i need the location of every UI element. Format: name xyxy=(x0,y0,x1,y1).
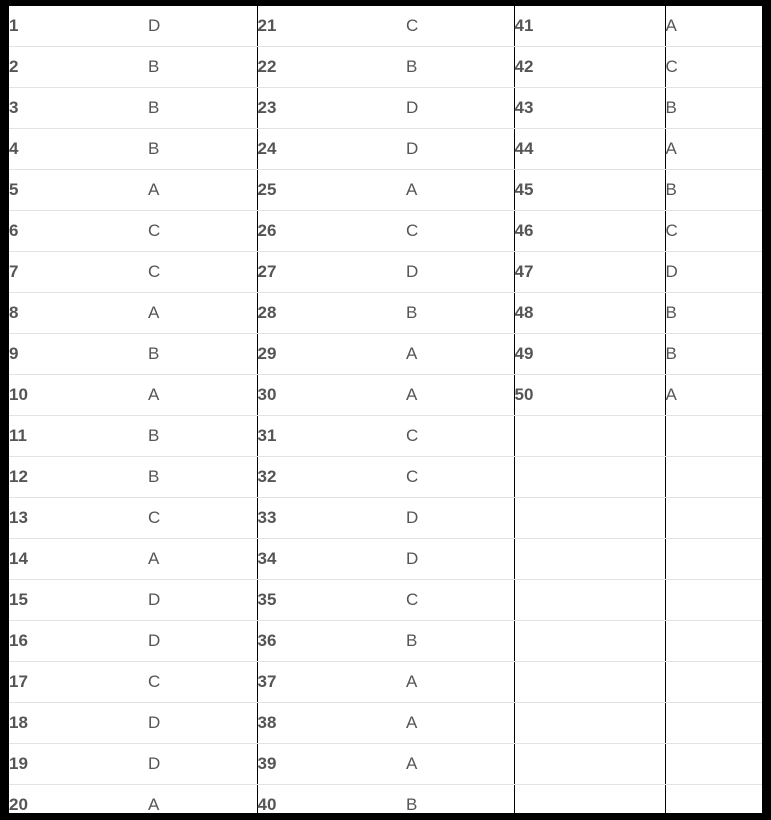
question-number: 18 xyxy=(9,703,148,744)
answer-letter: A xyxy=(406,375,514,416)
question-number: 38 xyxy=(257,703,406,744)
answer-letter: C xyxy=(148,252,257,293)
answer-letter: B xyxy=(148,457,257,498)
answer-letter: D xyxy=(148,6,257,47)
table-row xyxy=(9,785,762,814)
answer-letter: D xyxy=(406,252,514,293)
question-number xyxy=(514,498,665,539)
table-row xyxy=(9,211,762,252)
answer-letter: C xyxy=(406,580,514,621)
question-number: 4 xyxy=(9,129,148,170)
answer-letter: B xyxy=(406,47,514,88)
question-number xyxy=(514,621,665,662)
question-number: 34 xyxy=(257,539,406,580)
question-number: 47 xyxy=(514,252,665,293)
answer-letter xyxy=(665,580,762,621)
table-row xyxy=(9,252,762,293)
question-number: 10 xyxy=(9,375,148,416)
question-number: 9 xyxy=(9,334,148,375)
question-number: 30 xyxy=(257,375,406,416)
answer-letter: C xyxy=(148,498,257,539)
answer-letter: C xyxy=(148,211,257,252)
answer-letter: A xyxy=(148,539,257,580)
answer-letter: B xyxy=(148,416,257,457)
table-row xyxy=(9,580,762,621)
question-number: 31 xyxy=(257,416,406,457)
answer-letter xyxy=(665,744,762,785)
table-row xyxy=(9,293,762,334)
question-number: 17 xyxy=(9,662,148,703)
question-number: 48 xyxy=(514,293,665,334)
question-number: 27 xyxy=(257,252,406,293)
question-number: 22 xyxy=(257,47,406,88)
answer-letter: A xyxy=(148,375,257,416)
answer-letter: B xyxy=(665,170,762,211)
answer-letter xyxy=(665,457,762,498)
answer-letter: D xyxy=(148,744,257,785)
table-row xyxy=(9,457,762,498)
answer-letter: C xyxy=(406,211,514,252)
question-number: 46 xyxy=(514,211,665,252)
answer-letter: B xyxy=(406,785,514,814)
answer-letter: A xyxy=(406,662,514,703)
answer-letter: B xyxy=(148,47,257,88)
answer-letter: B xyxy=(148,88,257,129)
table-row xyxy=(9,662,762,703)
answer-letter xyxy=(665,703,762,744)
question-number: 5 xyxy=(9,170,148,211)
question-number: 7 xyxy=(9,252,148,293)
question-number xyxy=(514,539,665,580)
answer-letter: A xyxy=(665,6,762,47)
answer-letter: B xyxy=(406,621,514,662)
question-number: 29 xyxy=(257,334,406,375)
question-number xyxy=(514,580,665,621)
table-row xyxy=(9,416,762,457)
answer-letter: C xyxy=(665,211,762,252)
question-number: 23 xyxy=(257,88,406,129)
table-row xyxy=(9,334,762,375)
answer-letter: B xyxy=(665,293,762,334)
question-number: 2 xyxy=(9,47,148,88)
answer-letter xyxy=(665,785,762,814)
answer-letter: C xyxy=(148,662,257,703)
answer-letter: D xyxy=(406,129,514,170)
question-number: 6 xyxy=(9,211,148,252)
answer-letter: C xyxy=(406,457,514,498)
question-number: 26 xyxy=(257,211,406,252)
table-row xyxy=(9,6,762,47)
question-number: 40 xyxy=(257,785,406,814)
question-number: 12 xyxy=(9,457,148,498)
answer-letter: B xyxy=(665,334,762,375)
answer-letter: D xyxy=(148,621,257,662)
answer-letter: B xyxy=(665,88,762,129)
question-number: 50 xyxy=(514,375,665,416)
answer-letter: A xyxy=(665,375,762,416)
answer-letter xyxy=(665,539,762,580)
question-number: 49 xyxy=(514,334,665,375)
question-number: 8 xyxy=(9,293,148,334)
answer-letter: A xyxy=(406,170,514,211)
question-number xyxy=(514,662,665,703)
question-number: 19 xyxy=(9,744,148,785)
answer-letter xyxy=(665,621,762,662)
answer-letter: A xyxy=(148,785,257,814)
answer-letter: A xyxy=(406,334,514,375)
question-number xyxy=(514,744,665,785)
question-number: 39 xyxy=(257,744,406,785)
question-number xyxy=(514,416,665,457)
question-number: 15 xyxy=(9,580,148,621)
answer-letter xyxy=(665,662,762,703)
answer-letter: D xyxy=(665,252,762,293)
question-number: 11 xyxy=(9,416,148,457)
answer-letter: B xyxy=(148,334,257,375)
question-number: 44 xyxy=(514,129,665,170)
table-row xyxy=(9,539,762,580)
answer-letter: B xyxy=(148,129,257,170)
answer-letter: D xyxy=(406,498,514,539)
table-row xyxy=(9,621,762,662)
question-number: 36 xyxy=(257,621,406,662)
question-number: 21 xyxy=(257,6,406,47)
table-row xyxy=(9,47,762,88)
answer-letter: D xyxy=(406,88,514,129)
question-number: 28 xyxy=(257,293,406,334)
answer-key-table xyxy=(9,6,762,813)
question-number: 13 xyxy=(9,498,148,539)
question-number: 37 xyxy=(257,662,406,703)
table-row xyxy=(9,744,762,785)
question-number: 42 xyxy=(514,47,665,88)
question-number xyxy=(514,785,665,814)
question-number: 45 xyxy=(514,170,665,211)
question-number: 14 xyxy=(9,539,148,580)
answer-letter xyxy=(665,498,762,539)
table-row xyxy=(9,375,762,416)
answer-letter: D xyxy=(148,580,257,621)
question-number: 35 xyxy=(257,580,406,621)
question-number: 32 xyxy=(257,457,406,498)
table-row xyxy=(9,703,762,744)
answer-letter xyxy=(665,416,762,457)
answer-letter: C xyxy=(406,416,514,457)
answer-letter: D xyxy=(406,539,514,580)
question-number: 33 xyxy=(257,498,406,539)
answer-letter: C xyxy=(406,6,514,47)
table-row xyxy=(9,170,762,211)
table-row xyxy=(9,129,762,170)
question-number xyxy=(514,457,665,498)
question-number: 43 xyxy=(514,88,665,129)
table-row xyxy=(9,88,762,129)
answer-letter: A xyxy=(665,129,762,170)
question-number: 20 xyxy=(9,785,148,814)
answer-letter: A xyxy=(148,170,257,211)
question-number: 24 xyxy=(257,129,406,170)
question-number xyxy=(514,703,665,744)
answer-letter: A xyxy=(148,293,257,334)
answer-letter: D xyxy=(148,703,257,744)
answer-letter: A xyxy=(406,703,514,744)
question-number: 16 xyxy=(9,621,148,662)
question-number: 41 xyxy=(514,6,665,47)
answer-letter: B xyxy=(406,293,514,334)
question-number: 25 xyxy=(257,170,406,211)
answer-letter: C xyxy=(665,47,762,88)
answer-letter: A xyxy=(406,744,514,785)
question-number: 1 xyxy=(9,6,148,47)
question-number: 3 xyxy=(9,88,148,129)
table-row xyxy=(9,498,762,539)
answer-key-frame xyxy=(9,6,762,813)
